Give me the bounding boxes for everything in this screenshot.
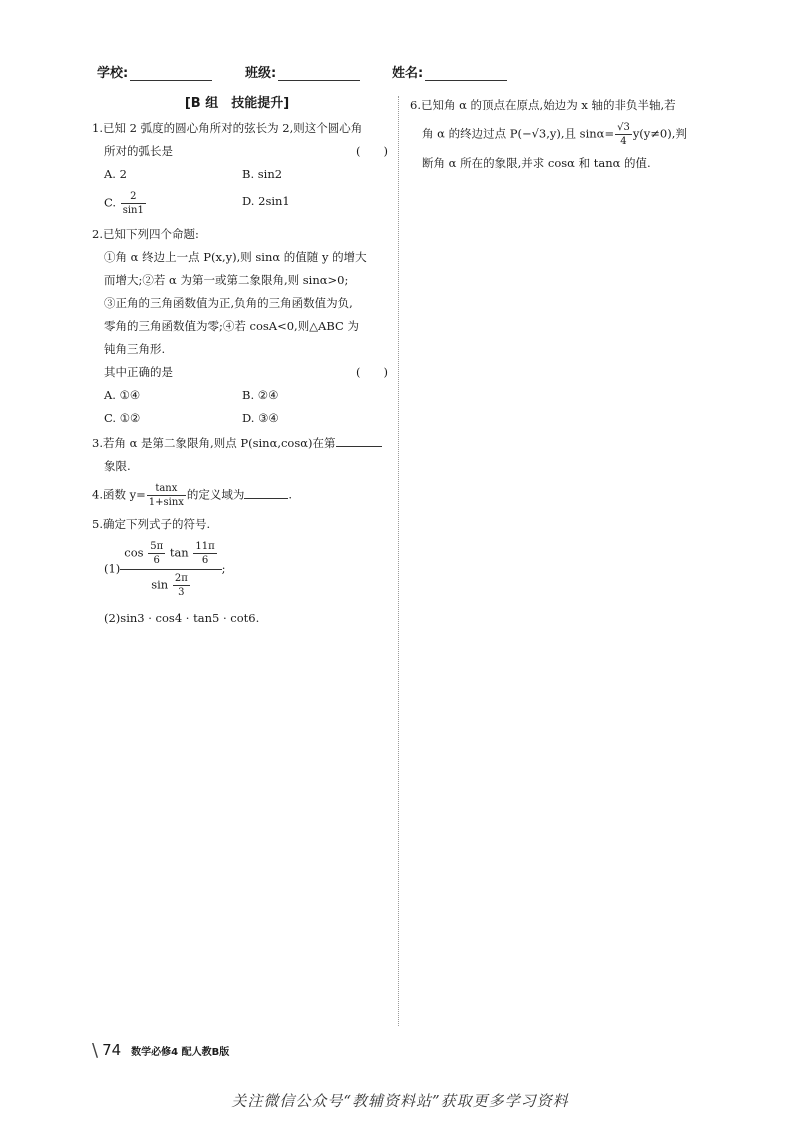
q3-answer-blank: [336, 434, 382, 447]
q5-part2: (2)sin3 · cos4 · tan5 · cot6.: [104, 611, 260, 625]
q5-part1-label: (1): [104, 561, 121, 576]
question-2: [92, 223, 392, 430]
q5-frac-2pi-3: [173, 572, 190, 599]
left-column: [92, 92, 392, 630]
section-title: [B 组 技能提升]: [184, 96, 290, 111]
q5-f3-num: 2π: [174, 573, 188, 584]
q2-choice-a: A. ①④: [104, 388, 141, 402]
q5-part1-end: ;: [221, 561, 226, 576]
q6-line2-a: 角 α 的终边过点 P(−√3,y),且 sinα=: [422, 126, 615, 141]
q3-line1: [92, 432, 392, 455]
q6-line2: [410, 121, 710, 148]
q1-c-denominator: sin1: [122, 205, 144, 216]
q6-line3: 断角 α 所在的象限,并求 cosα 和 tanα 的值.: [422, 156, 651, 170]
question-3: [92, 432, 392, 478]
question-4: [92, 482, 392, 509]
q5-f1-num: 5π: [150, 541, 164, 552]
q5-sin: sin: [151, 577, 169, 592]
student-info-header: [0, 62, 800, 84]
name-label: 姓名:: [392, 66, 424, 81]
q5-frac-11pi-6: [193, 540, 216, 567]
q6-fraction: [615, 121, 632, 148]
q2-answer-paren: ( ): [356, 365, 388, 379]
q3-line1-text: 3.若角 α 是第二象限角,则点 P(sinα,cosα)在第: [92, 436, 336, 450]
q4-denominator: 1+sinx: [148, 497, 184, 508]
q4-end: .: [288, 487, 293, 502]
q1-choices: [92, 163, 392, 217]
handwritten-watermark: 关注微信公众号“教辅资料站”获取更多学习资料: [231, 1092, 569, 1110]
q1-choice-c-fraction: [121, 190, 146, 217]
q1-choice-d: D. 2sin1: [242, 194, 290, 208]
q5-part1-denominator: [120, 570, 221, 601]
q2-choices: [92, 384, 392, 430]
book-title: 数学必修4 配人教B版: [131, 1046, 230, 1058]
class-label: 班级:: [245, 66, 277, 81]
name-field: [392, 62, 507, 81]
q1-line2-text: 所对的弧长是: [104, 144, 173, 158]
q5-part1-numerator: [120, 538, 221, 570]
page-number: 74: [102, 1041, 122, 1059]
class-field: [245, 62, 360, 81]
q6-denominator: 4: [620, 136, 627, 147]
school-blank: [130, 66, 212, 81]
q6-numerator: √3: [617, 122, 630, 133]
q5-f3-den: 3: [178, 587, 185, 598]
q4-suffix: 的定义域为: [186, 487, 245, 502]
q2-line3: 而增大;②若 α 为第一或第二象限角,则 sinα>0;: [104, 273, 349, 287]
q3-line2: 象限.: [104, 459, 131, 473]
q5-tan: tan: [169, 545, 189, 560]
q5-line1: 5.确定下列式子的符号.: [92, 517, 211, 531]
q5-frac-5pi-6: [148, 540, 165, 567]
q4-numerator: tanx: [147, 482, 186, 496]
q5-f2-den: 6: [201, 555, 209, 566]
q1-answer-paren: ( ): [356, 144, 388, 158]
q2-line4: ③正角的三角函数值为正,负角的三角函数值为负,: [104, 296, 353, 310]
q1-choice-c-prefix: C.: [104, 195, 117, 210]
q2-line7: [92, 361, 392, 384]
q4-prefix: 4.函数 y=: [92, 487, 146, 502]
q1-line2: [92, 140, 392, 163]
question-5: [92, 513, 392, 630]
q6-line1: 6.已知角 α 的顶点在原点,始边为 x 轴的非负半轴,若: [410, 98, 676, 112]
column-divider: [398, 96, 399, 1026]
q2-choice-c: C. ①②: [104, 411, 141, 425]
q2-line1: 2.已知下列四个命题:: [92, 227, 199, 241]
q4-answer-blank: [244, 486, 288, 499]
q5-cos: cos: [124, 545, 144, 560]
q5-f2-num: 11π: [195, 541, 215, 552]
name-blank: [425, 66, 507, 81]
q1-c-numerator: 2: [121, 190, 146, 204]
q2-choice-d: D. ③④: [242, 411, 279, 425]
school-label: 学校:: [97, 66, 129, 81]
q1-choice-a: A. 2: [104, 167, 127, 181]
q5-part1: [92, 538, 392, 601]
q1-choice-c: [104, 190, 242, 217]
school-field: [97, 62, 212, 81]
footer-slash: \: [92, 1039, 99, 1061]
q1-line1: 1.已知 2 弧度的圆心角所对的弦长为 2,则这个圆心角: [92, 121, 363, 135]
q2-line5: 零角的三角函数值为零;④若 cosA<0,则△ABC 为: [104, 319, 359, 333]
right-column: [410, 92, 710, 175]
q5-f1-den: 6: [153, 555, 160, 566]
class-blank: [278, 66, 360, 81]
q1-choice-b: B. sin2: [242, 167, 283, 181]
question-1: [92, 117, 392, 217]
q6-line2-b: y(y≠0),判: [632, 126, 687, 141]
q5-part1-fraction: [120, 538, 221, 601]
q2-choice-b: B. ②④: [242, 388, 279, 402]
page-footer: [92, 1040, 229, 1060]
question-6: [410, 94, 710, 175]
q2-line7-text: 其中正确的是: [104, 365, 173, 379]
q2-line6: 钝角三角形.: [104, 342, 166, 356]
q4-fraction: [147, 482, 186, 509]
q2-line2: ①角 α 终边上一点 P(x,y),则 sinα 的值随 y 的增大: [104, 250, 367, 264]
